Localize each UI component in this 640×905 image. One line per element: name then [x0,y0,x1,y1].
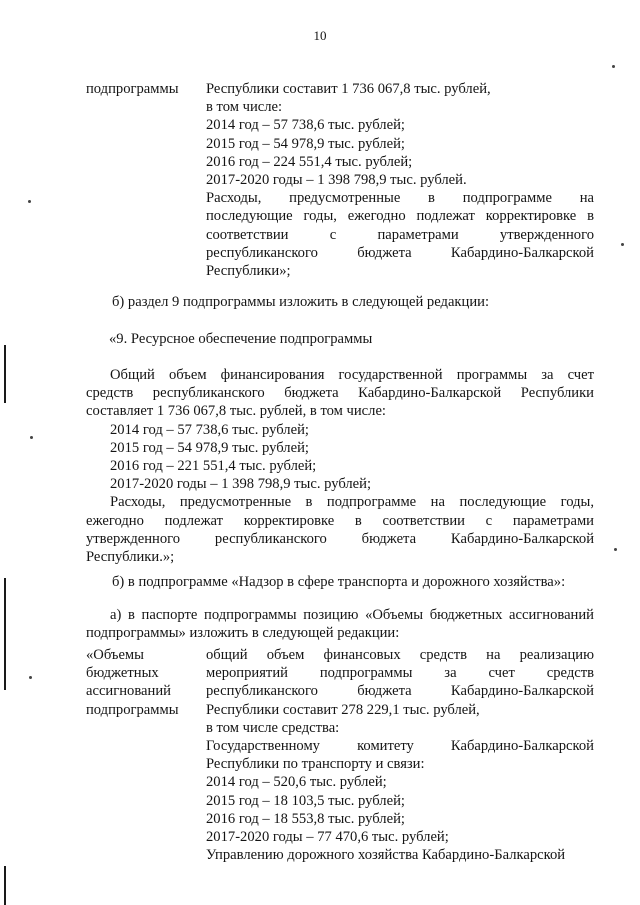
text-line: ежегодно подлежат корректировке в соответствии с параметрами [86,512,594,529]
text-line: а) в паспорте подпрограммы позицию «Объемы бюджетных ассигнований [110,607,594,623]
text-line: 2014 год – 520,6 тыс. рублей; [206,774,387,791]
text-line: Республики составит 1 736 067,8 тыс. рублей, [206,81,491,97]
paragraph-a [86,606,594,642]
text-line: средств республиканского бюджета Кабардино-Балкарской Республики [86,385,594,402]
scan-margin-line [4,866,6,905]
text-line: утвержденного республиканского бюджета Кабардино-Балкарской [86,530,594,547]
text-line: 2015 год – 54 978,9 тыс. рублей; [110,439,309,456]
block1-label: подпрограммы [86,81,179,97]
block1-values [206,80,594,280]
scan-speck [621,243,624,246]
text-line: ассигнований [86,683,171,700]
scan-margin-line [4,345,6,403]
text-line: Республики.»; [86,549,175,566]
text-line: соответствии с параметрами утвержденного [206,226,594,243]
scan-speck [28,200,31,203]
text-line: 2017-2020 годы – 1 398 798,9 тыс. рублей; [110,476,372,493]
text-line: 2014 год – 57 738,6 тыс. рублей; [206,117,405,134]
section-heading: «9. Ресурсное обеспечение подпрограммы [109,331,373,347]
text-line: последующие годы, ежегодно подлежат корректировке в [206,208,594,225]
text-line: Расходы, предусмотренные в подпрограмме на [206,190,594,207]
text-line: республиканского бюджета Кабардино-Балкарской [206,244,594,261]
text-line: в том числе: [206,99,283,116]
text-line: 2015 год – 54 978,9 тыс. рублей; [206,135,405,152]
text-line: Республики по транспорту и связи: [206,756,425,773]
text-line: составляет 1 736 067,8 тыс. рублей, в том числе: [86,403,386,420]
text-line: в том числе средства: [206,719,340,736]
page-number: 10 [313,28,327,43]
text-line: Республики составит 278 229,1 тыс. рублей, [206,701,480,718]
section-body [86,366,594,566]
text-line: Расходы, предусмотренные в подпрограмме на последующие годы, [110,494,594,511]
text-line: подпрограммы» изложить в следующей редакции: [86,625,400,642]
scan-speck [614,548,617,551]
block2-label [86,646,179,719]
text-line: 2017-2020 годы – 1 398 798,9 тыс. рублей. [206,172,467,189]
text-line: 2015 год – 18 103,5 тыс. рублей; [206,792,405,809]
text-line: 2017-2020 годы – 77 470,6 тыс. рублей; [206,829,449,846]
text-line: Управлению дорожного хозяйства Кабардино-Балкарской [206,847,566,864]
text-line: 2016 год – 221 551,4 тыс. рублей; [110,458,317,475]
text-line: мероприятий подпрограммы за счет средств [206,665,594,682]
scan-speck [30,436,33,439]
text-line: 2016 год – 224 551,4 тыс. рублей; [206,153,413,170]
text-line: 2014 год – 57 738,6 тыс. рублей; [110,421,309,438]
text-line: бюджетных [86,665,159,682]
paragraph-subprogram: б) в подпрограмме «Надзор в сфере транспорта и дорожного хозяйства»: [112,574,566,590]
text-line: 2016 год – 18 553,8 тыс. рублей; [206,810,405,827]
scan-margin-line [4,578,6,690]
text-line: республиканского бюджета Кабардино-Балкарской [206,683,594,700]
scan-speck [29,676,32,679]
text-line: подпрограммы [86,701,179,718]
text-line: общий объем финансовых средств на реализацию [206,647,594,663]
block2-values [206,646,594,864]
scan-speck [612,65,615,68]
text-line: Республики»; [206,263,291,280]
text-line: Общий объем финансирования государственной программы за счет [110,367,594,383]
text-line: «Объемы [86,647,144,663]
paragraph-b: б) раздел 9 подпрограммы изложить в следующей редакции: [112,294,489,310]
text-line: Государственному комитету Кабардино-Балкарской [206,738,594,755]
